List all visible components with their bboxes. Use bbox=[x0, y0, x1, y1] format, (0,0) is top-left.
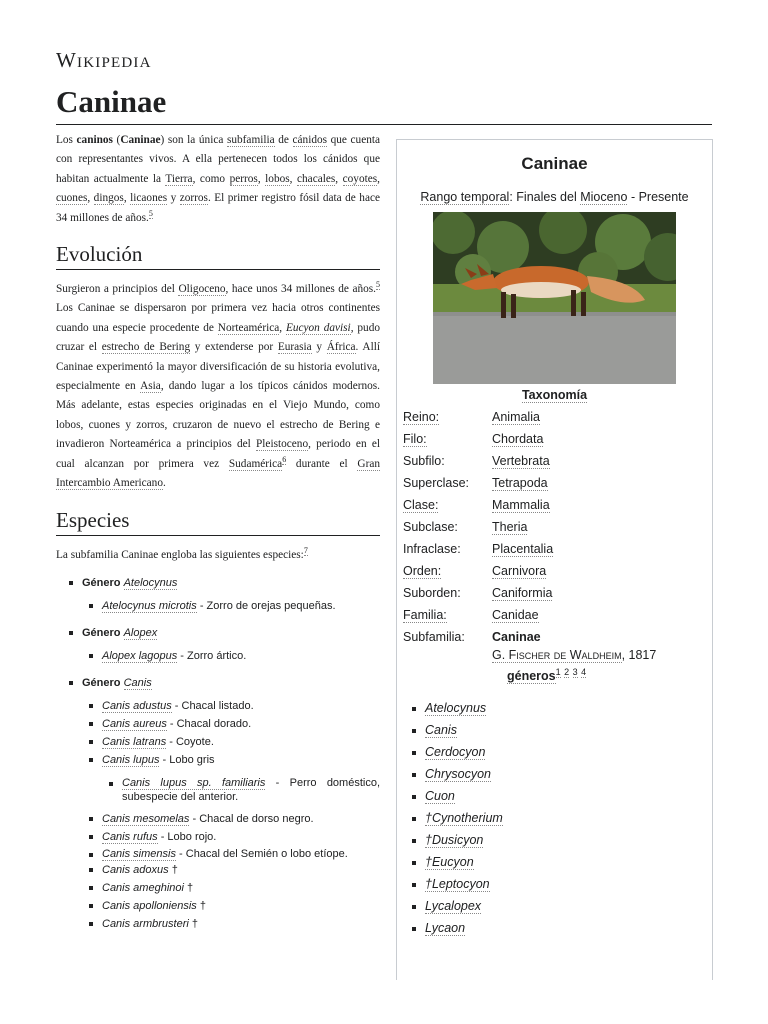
taxonomy-rank: Infraclase: bbox=[403, 542, 461, 556]
list-item bbox=[425, 701, 503, 723]
list-item: Canis simensis - Chacal del Semién o lobo etíope. bbox=[102, 847, 380, 861]
link-cuones[interactable]: cuones bbox=[56, 192, 88, 205]
list-item: Género Canis Canis adustus - Chacal listado. Canis aureus - Chacal dorado. Canis latrans - Coyote. Canis lupus - Lobo gris Canis lupus sp. familiaris - Perro doméstico, subespecie del anterior. Canis mesomelas - Chacal de dorso negro. Canis rufus - Lobo rojo. Canis simensis - Chacal del Semién o lobo etíope. Canis adoxus † Canis ameghinoi † Canis apolloniensis † Canis armbrusteri † bbox=[82, 675, 380, 933]
link-genus[interactable]: Cerdocyon bbox=[425, 745, 486, 759]
link-canidos[interactable]: cánidos bbox=[292, 134, 328, 146]
reference-7[interactable]: 7 bbox=[303, 545, 308, 555]
taxonomy-row bbox=[403, 542, 703, 564]
taxonomy-rank[interactable]: Orden: bbox=[403, 564, 442, 578]
link-species[interactable]: Canis aureus bbox=[102, 717, 167, 730]
link-genus[interactable]: Lycaon bbox=[425, 921, 466, 935]
list-item: Canis lupus sp. familiaris - Perro doméstico, subespecie del anterior. bbox=[122, 776, 381, 803]
taxonomy-rank: Subclase: bbox=[403, 520, 458, 534]
link-gran-intercambio[interactable]: Gran Intercambio Americano bbox=[56, 457, 381, 490]
link-sudamerica[interactable]: Sudamérica bbox=[228, 457, 283, 470]
taxonomy-rank: Subfilo: bbox=[403, 454, 445, 468]
generos-heading bbox=[507, 666, 587, 683]
taxonomy-row bbox=[403, 520, 703, 542]
taxobox-temporal-range: Rango temporal: Finales del Mioceno - Presente bbox=[420, 190, 689, 204]
link-genus[interactable]: †Eucyon bbox=[425, 855, 474, 869]
link-taxonomia[interactable]: Taxonomía bbox=[521, 388, 588, 402]
taxonomy-rank: Subfamilia: bbox=[403, 630, 465, 644]
link-rango-temporal[interactable]: Rango temporal bbox=[420, 190, 510, 204]
reference-4[interactable]: 4 bbox=[581, 666, 587, 677]
list-item: Género Alopex Alopex lagopus - Zorro ártico. bbox=[82, 625, 380, 665]
taxonomy-value[interactable]: Caniformia bbox=[492, 586, 553, 600]
link-species[interactable]: Canis lupus bbox=[102, 753, 160, 766]
taxobox bbox=[396, 139, 713, 980]
link-generos[interactable]: géneros bbox=[507, 669, 556, 683]
taxonomy-value[interactable]: Chordata bbox=[492, 432, 544, 446]
taxonomy-value[interactable]: Canidae bbox=[492, 608, 539, 622]
taxonomy-heading bbox=[397, 388, 712, 402]
link-species[interactable]: Atelocynus microtis bbox=[102, 599, 197, 612]
link-dingos[interactable]: dingos bbox=[93, 192, 124, 205]
link-genus[interactable]: Chrysocyon bbox=[425, 767, 491, 781]
list-item: Alopex lagopus - Zorro ártico. bbox=[102, 648, 380, 665]
list-item: Género Atelocynus Atelocynus microtis - Zorro de orejas pequeñas. bbox=[82, 575, 380, 615]
list-item bbox=[425, 767, 503, 789]
link-genus[interactable]: Lycalopex bbox=[425, 899, 482, 913]
link-mioceno[interactable]: Mioceno bbox=[580, 190, 628, 204]
link-genus[interactable]: Canis bbox=[425, 723, 457, 737]
list-item: Canis ameghinoi † bbox=[102, 880, 380, 897]
link-eurasia[interactable]: Eurasia bbox=[277, 341, 312, 354]
link-subfamilia[interactable]: subfamilia bbox=[226, 134, 275, 146]
link-species[interactable]: Alopex lagopus bbox=[102, 649, 178, 662]
taxonomy-value[interactable]: Mammalia bbox=[492, 498, 550, 512]
link-estrecho-bering[interactable]: estrecho de Bering bbox=[101, 341, 191, 354]
taxonomy-row bbox=[403, 608, 703, 630]
list-item bbox=[425, 789, 503, 811]
article-body bbox=[56, 131, 380, 939]
taxonomy-row bbox=[403, 432, 703, 454]
taxonomy-value[interactable]: Carnivora bbox=[492, 564, 547, 578]
heading-especies: Especies bbox=[56, 508, 380, 536]
taxonomy-rank[interactable]: Filo: bbox=[403, 432, 427, 446]
taxonomy-value[interactable]: Placentalia bbox=[492, 542, 554, 556]
list-item bbox=[425, 855, 503, 877]
link-species[interactable]: Canis adustus bbox=[102, 699, 172, 712]
link-genus-alopex[interactable]: Alopex bbox=[123, 626, 158, 639]
link-eucyon-davisi[interactable]: Eucyon davisi bbox=[285, 321, 351, 334]
reference-1[interactable]: 1 bbox=[555, 666, 561, 677]
taxonomy-rank[interactable]: Clase: bbox=[403, 498, 439, 512]
link-genus[interactable]: Cuon bbox=[425, 789, 455, 803]
link-tierra[interactable]: Tierra bbox=[165, 172, 193, 185]
taxonomy-value[interactable]: Vertebrata bbox=[492, 454, 550, 468]
link-genus-atelocynus[interactable]: Atelocynus bbox=[123, 576, 178, 589]
list-item: Canis apolloniensis † bbox=[102, 898, 380, 915]
list-item bbox=[425, 877, 503, 899]
list-item bbox=[425, 811, 503, 833]
list-item: Canis armbrusteri † bbox=[102, 916, 380, 933]
link-africa[interactable]: África bbox=[326, 341, 356, 354]
list-item: Canis latrans - Coyote. bbox=[102, 734, 380, 751]
taxonomy-row bbox=[403, 410, 703, 432]
heading-evolucion: Evolución bbox=[56, 242, 380, 270]
link-author[interactable]: G. Fischer de Waldheim bbox=[492, 648, 622, 662]
reference-5[interactable]: 5 bbox=[148, 208, 153, 218]
taxonomy-value[interactable]: Tetrapoda bbox=[492, 476, 548, 490]
taxobox-title: Caninae bbox=[521, 154, 588, 173]
taxonomy-rank: Suborden: bbox=[403, 586, 461, 600]
wikipedia-logo[interactable]: Wikipedia bbox=[56, 48, 152, 72]
list-item: Canis rufus - Lobo rojo. bbox=[102, 829, 380, 846]
link-pleistoceno[interactable]: Pleistoceno bbox=[256, 438, 309, 451]
reference-6[interactable]: 6 bbox=[282, 454, 287, 464]
link-coyotes[interactable]: coyotes bbox=[342, 172, 378, 185]
intro-paragraph: Los caninos (Caninae) son la única subfamilia de cánidos que cuenta con representantes vivos. A ella pertenecen todos los cánidos que habitan actualmente la Tierra, como perros, lobos, chacales, coyotes, cuones, dingos, licaones y zorros. El primer registro fósil data de hace 34 millones de años.$^5$ bbox=[56, 134, 381, 224]
list-item bbox=[425, 833, 503, 855]
list-item bbox=[425, 723, 503, 745]
taxonomy-value[interactable]: Theria bbox=[492, 520, 528, 534]
species-list bbox=[56, 575, 380, 933]
taxonomy-row bbox=[403, 564, 703, 586]
taxonomy-value[interactable]: Animalia bbox=[492, 410, 540, 424]
link-asia[interactable]: Asia bbox=[140, 380, 161, 393]
link-oligoceno[interactable]: Oligoceno bbox=[178, 283, 226, 296]
link-zorros[interactable]: zorros bbox=[179, 192, 208, 205]
genera-list bbox=[425, 701, 503, 943]
taxonomy-row bbox=[403, 586, 703, 608]
link-lobos[interactable]: lobos bbox=[265, 172, 290, 185]
reference-2[interactable]: 2 bbox=[564, 666, 570, 677]
reference-3[interactable]: 3 bbox=[572, 666, 578, 677]
link-species[interactable]: Canis mesomelas bbox=[102, 812, 190, 825]
link-norteamerica[interactable]: Norteamérica bbox=[217, 321, 280, 334]
link-species[interactable]: Canis latrans bbox=[102, 735, 167, 748]
list-item: Canis lupus - Lobo gris Canis lupus sp. familiaris - Perro doméstico, subespecie del anterior. bbox=[102, 753, 381, 803]
link-perros[interactable]: perros bbox=[229, 172, 258, 185]
taxonomy-row bbox=[403, 476, 703, 498]
taxonomy-row bbox=[403, 498, 703, 520]
link-species[interactable]: Canis simensis bbox=[102, 847, 176, 860]
link-genus-canis[interactable]: Canis bbox=[123, 676, 152, 689]
list-item: Canis adoxus † bbox=[102, 862, 380, 879]
list-item: Canis adustus - Chacal listado. bbox=[102, 698, 380, 715]
taxonomy-rank: Superclase: bbox=[403, 476, 470, 490]
list-item bbox=[425, 745, 503, 767]
taxonomy-value: Caninae bbox=[492, 630, 541, 644]
list-item: Atelocynus microtis - Zorro de orejas pequeñas. bbox=[102, 598, 380, 615]
page-title: Caninae bbox=[56, 84, 712, 125]
taxonomy-rank[interactable]: Reino: bbox=[403, 410, 440, 424]
link-species[interactable]: Canis rufus bbox=[102, 830, 158, 843]
list-item bbox=[425, 921, 503, 943]
link-genus[interactable]: †Dusicyon bbox=[425, 833, 484, 847]
link-licaones[interactable]: licaones bbox=[130, 192, 168, 205]
fox-photo[interactable] bbox=[433, 212, 676, 384]
especies-intro: La subfamilia Caninae engloba las siguientes especies:$^7$ bbox=[56, 545, 308, 561]
list-item: Canis mesomelas - Chacal de dorso negro. bbox=[102, 811, 380, 828]
taxon-authority: G. Fischer de Waldheim, 1817 bbox=[492, 648, 657, 662]
link-genus[interactable]: Atelocynus bbox=[425, 701, 487, 715]
link-chacales[interactable]: chacales bbox=[297, 172, 336, 185]
evolucion-paragraph: Surgieron a principios del Oligoceno, hace unos 34 millones de años.$^5$ Los Caninae se dispersaron por primera vez hacia otros continentes cuando una especie procedente de Norteamérica, Eucyon davisi, pudo cruzar el estrecho de Bering y extenderse por Eurasia y África. Allí Caninae experimentó la mayor diversificación de su historia evolutiva, especialmente en Asia, dando lugar a los típicos cánidos modernos. Más adelante, estas especies originadas en el Viejo Mundo, como lobos, cuones y zorros, cruzaron de nuevo el estrecho de Bering e invadieron Norteamérica a principios del Pleistoceno, periodo en el cual alcanzan por primera vez Sudamérica$^6$ durante el Gran Intercambio Americano. bbox=[56, 280, 381, 490]
list-item bbox=[425, 899, 503, 921]
taxonomy-rank[interactable]: Familia: bbox=[403, 608, 447, 622]
link-species[interactable]: Canis lupus sp. familiaris bbox=[122, 776, 266, 789]
link-genus[interactable]: †Leptocyon bbox=[425, 877, 490, 891]
reference-5b[interactable]: 5 bbox=[376, 280, 380, 290]
taxonomy-row bbox=[403, 454, 703, 476]
list-item: Canis aureus - Chacal dorado. bbox=[102, 716, 380, 733]
link-genus[interactable]: †Cynotherium bbox=[425, 811, 503, 825]
